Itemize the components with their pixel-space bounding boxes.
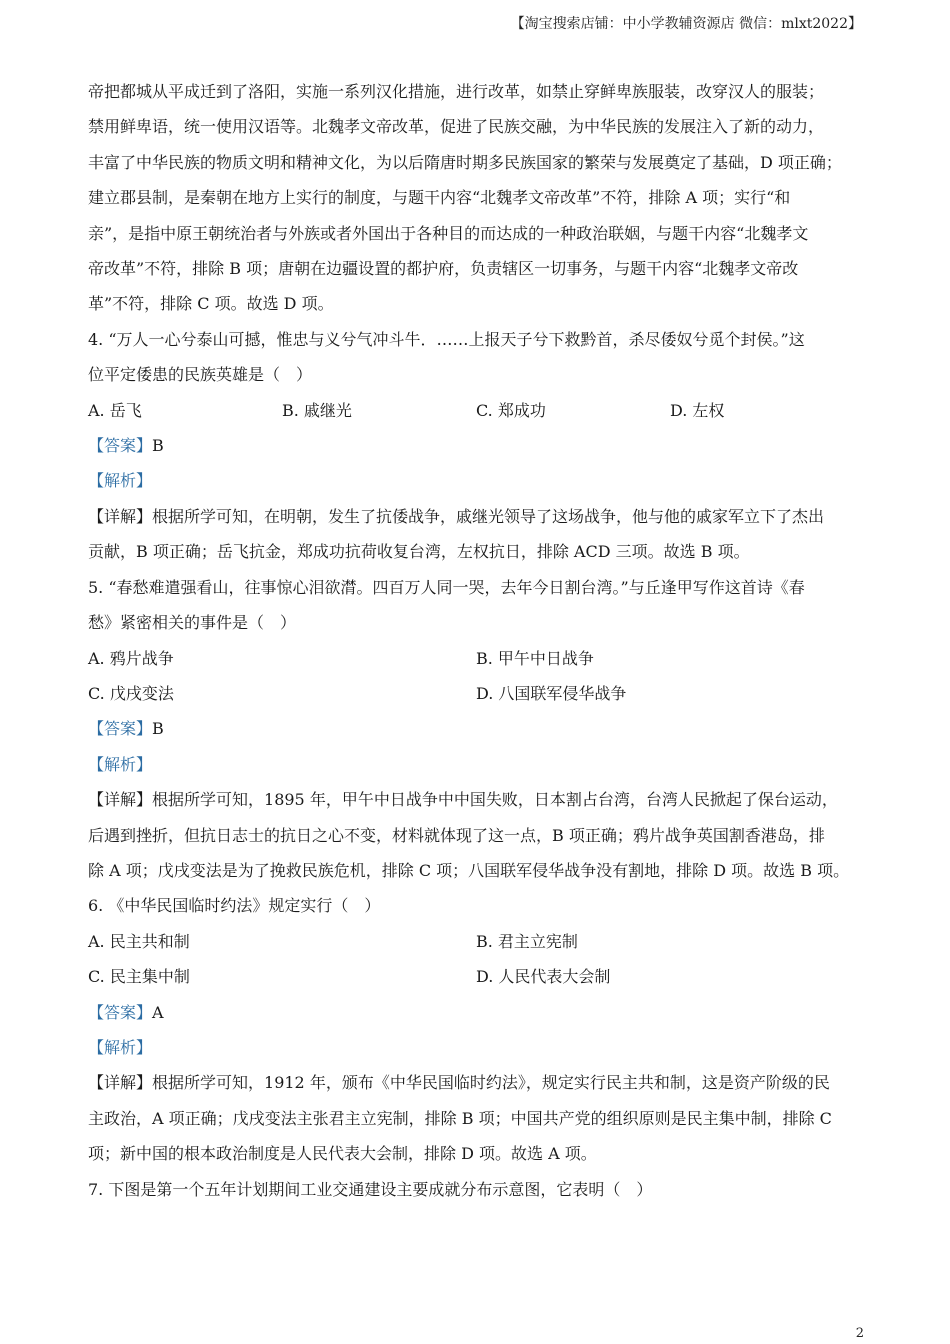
page-number: 2 — [855, 1326, 864, 1341]
answer-label: 【答案】 — [88, 436, 153, 456]
question-options — [88, 924, 864, 995]
answer-line — [88, 428, 864, 463]
question-stem: 4. “万人一心兮泰山可撼，惟忠与义兮气冲斗牛．……上报天子兮下救黔首，杀尽倭奴兮觅个封侯。”这 — [88, 329, 805, 349]
question-options — [88, 393, 864, 428]
question-options — [88, 641, 864, 712]
detail-line — [88, 782, 864, 817]
question-stem: 愁》紧密相关的事件是（ ） — [88, 613, 297, 633]
text-line: 帝改革”不符，排除 B 项；唐朝在边疆设置的都护府，负责辖区一切事务，与题干内容“北魏孝文帝改 — [88, 259, 799, 279]
detail-text: 根据所学可知，在明朝，发生了抗倭战争，戚继光领导了这场战争，他与他的戚家军立下了杰出 — [152, 506, 825, 526]
analysis-label: 【解析】 — [88, 754, 153, 774]
question-stem: 7. 下图是第一个五年计划期间工业交通建设主要成就分布示意图，它表明（ ） — [88, 1179, 653, 1199]
answer-line — [88, 995, 864, 1030]
answer-value: A — [152, 1002, 164, 1022]
question-5 — [88, 570, 864, 889]
option-d: D. 左权 — [670, 400, 725, 420]
detail-line — [88, 1065, 864, 1100]
option-a: A. 民主共和制 — [88, 931, 190, 951]
answer-value: B — [152, 436, 164, 456]
text-line: 禁用鲜卑语，统一使用汉语等。北魏孝文帝改革，促进了民族交融，为中华民族的发展注入了新的动力， — [88, 117, 825, 137]
question-7 — [88, 1172, 864, 1207]
option-b: B. 戚继光 — [282, 400, 352, 420]
text-line: 丰富了中华民族的物质文明和精神文化，为以后隋唐时期多民族国家的繁荣与发展奠定了基础，D 项正确； — [88, 152, 842, 172]
analysis-label: 【解析】 — [88, 1037, 153, 1057]
detail-line: 主政治，A 项正确；戊戌变法主张君主立宪制，排除 B 项；中国共产党的组织原则是民主集中制，排除 C — [88, 1108, 832, 1128]
detail-line: 贡献，B 项正确；岳飞抗金，郑成功抗荷收复台湾，左权抗日，排除 ACD 三项。故选 B 项。 — [88, 542, 750, 562]
detail-text: 根据所学可知，1912 年，颁布《中华民国临时约法》，规定实行民主共和制，这是资产阶级的民 — [152, 1073, 830, 1093]
question-stem: 5. “春愁难遣强看山，往事惊心泪欲潸。四百万人同一哭，去年今日割台湾。”与丘逢甲写作这首诗《春 — [88, 577, 805, 597]
header-source-note: 【淘宝搜索店铺：中小学教辅资源店 微信：mlxt2022】 — [510, 16, 862, 32]
option-c: C. 民主集中制 — [88, 967, 190, 987]
text-line: 革”不符，排除 C 项。故选 D 项。 — [88, 294, 334, 314]
answer-label: 【答案】 — [88, 1002, 153, 1022]
analysis-label: 【解析】 — [88, 471, 153, 491]
text-line: 亲”，是指中原王朝统治者与外族或者外国出于各种目的而达成的一种政治联姻，与题干内容“北魏孝文 — [88, 223, 809, 243]
q3-explanation-continuation — [88, 74, 864, 322]
question-stem: 6. 《中华民国临时约法》规定实行（ ） — [88, 896, 381, 916]
detail-text: 根据所学可知，1895 年，甲午中日战争中中国失败，日本割占台湾，台湾人民掀起了保台运动， — [152, 790, 838, 810]
answer-value: B — [152, 719, 164, 739]
text-line: 建立郡县制，是秦朝在地方上实行的制度，与题干内容“北魏孝文帝改革”不符，排除 A 项；实行“和 — [88, 188, 791, 208]
question-6 — [88, 888, 864, 1171]
question-stem: 位平定倭患的民族英雄是（ ） — [88, 365, 313, 385]
text-line: 帝把都城从平成迁到了洛阳，实施一系列汉化措施，进行改革，如禁止穿鲜卑族服装，改穿汉人的服装； — [88, 82, 825, 101]
detail-label: 【详解】 — [88, 790, 153, 810]
document-body — [88, 74, 864, 1207]
answer-label: 【答案】 — [88, 719, 153, 739]
detail-label: 【详解】 — [88, 506, 153, 526]
detail-line: 项；新中国的根本政治制度是人民代表大会制，排除 D 项。故选 A 项。 — [88, 1144, 597, 1164]
option-a: A. 鸦片战争 — [88, 648, 174, 668]
option-b: B. 甲午中日战争 — [476, 648, 594, 668]
option-b: B. 君主立宪制 — [476, 931, 578, 951]
option-c: C. 戊戌变法 — [88, 683, 174, 703]
detail-line — [88, 499, 864, 534]
option-a: A. 岳飞 — [88, 400, 142, 420]
answer-line — [88, 711, 864, 746]
detail-line: 除 A 项；戊戌变法是为了挽救民族危机，排除 C 项；八国联军侵华战争没有割地，排除 D 项。故选 B 项。 — [88, 860, 850, 880]
option-d: D. 八国联军侵华战争 — [476, 683, 627, 703]
analysis-line — [88, 747, 864, 782]
detail-label: 【详解】 — [88, 1073, 153, 1093]
analysis-line — [88, 1030, 864, 1065]
detail-line: 后遇到挫折，但抗日志士的抗日之心不变，材料就体现了这一点，B 项正确；鸦片战争英国割香港岛，排 — [88, 825, 825, 845]
analysis-line — [88, 463, 864, 498]
question-4 — [88, 322, 864, 570]
option-c: C. 郑成功 — [476, 400, 546, 420]
option-d: D. 人民代表大会制 — [476, 967, 611, 987]
